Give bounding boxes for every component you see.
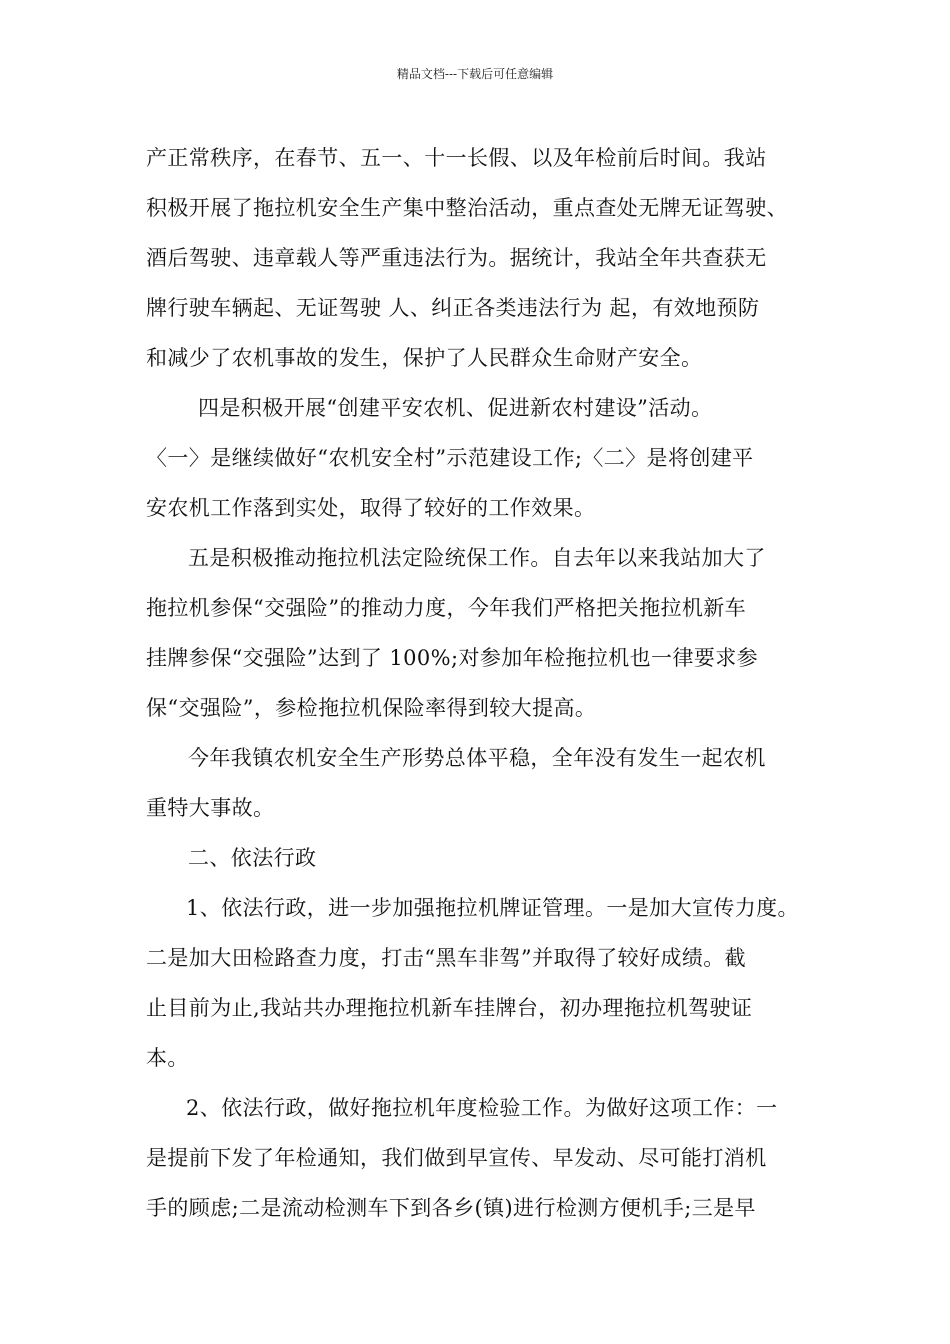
text-line: 产正常秩序，在春节、五一、十一长假、以及年检前后时间。我站 — [146, 146, 767, 170]
text-line: 拖拉机参保“交强险”的推动力度，今年我们严格把关拖拉机新车 — [146, 596, 747, 620]
paragraph-start-line: 1、依法行政，进一步加强拖拉机牌证管理。一是加大宣传力度。 — [186, 896, 799, 920]
text-line: 重特大事故。 — [146, 796, 275, 820]
text-line: 二是加大田检路查力度，打击“黑车非驾”并取得了较好成绩。截 — [146, 946, 747, 970]
text-line: 保“交强险”，参检拖拉机保险率得到较大提高。 — [146, 696, 597, 720]
document-body — [146, 133, 810, 1233]
text-line: 牌行驶车辆起、无证驾驶 人、纠正各类违法行为 起，有效地预防 — [146, 296, 760, 320]
text-line: 本。 — [146, 1046, 189, 1070]
text-line: 是提前下发了年检通知，我们做到早宣传、早发动、尽可能打消机 — [146, 1146, 767, 1170]
paragraph-start-line: 四是积极开展“创建平安农机、促进新农村建设”活动。 — [198, 396, 713, 420]
text-line: 手的顾虑;二是流动检测车下到各乡(镇)进行检测方便机手;三是早 — [146, 1196, 756, 1220]
text-line: 挂牌参保“交强险”达到了 100%;对参加年检拖拉机也一律要求参 — [146, 646, 759, 670]
text-line: 和减少了农机事故的发生，保护了人民群众生命财产安全。 — [146, 346, 703, 370]
section-heading: 二、依法行政 — [188, 846, 317, 870]
text-line: 酒后驾驶、违章载人等严重违法行为。据统计，我站全年共查获无 — [146, 246, 767, 270]
text-line: 〈一〉是继续做好“农机安全村”示范建设工作;〈二〉是将创建平 — [146, 446, 754, 470]
paragraph-start-line: 2、依法行政，做好拖拉机年度检验工作。为做好这项工作：一 — [186, 1096, 778, 1120]
paragraph-start-line: 五是积极推动拖拉机法定险统保工作。自去年以来我站加大了 — [188, 546, 766, 570]
text-line: 积极开展了拖拉机安全生产集中整治活动，重点查处无牌无证驾驶、 — [146, 196, 788, 220]
page-header: 精品文档---下载后可任意编辑 — [396, 67, 554, 81]
text-line: 安农机工作落到实处，取得了较好的工作效果。 — [146, 496, 596, 520]
text-line: 止目前为止,我站共办理拖拉机新车挂牌台，初办理拖拉机驾驶证 — [146, 996, 753, 1020]
paragraph-start-line: 今年我镇农机安全生产形势总体平稳，全年没有发生一起农机 — [188, 746, 766, 770]
